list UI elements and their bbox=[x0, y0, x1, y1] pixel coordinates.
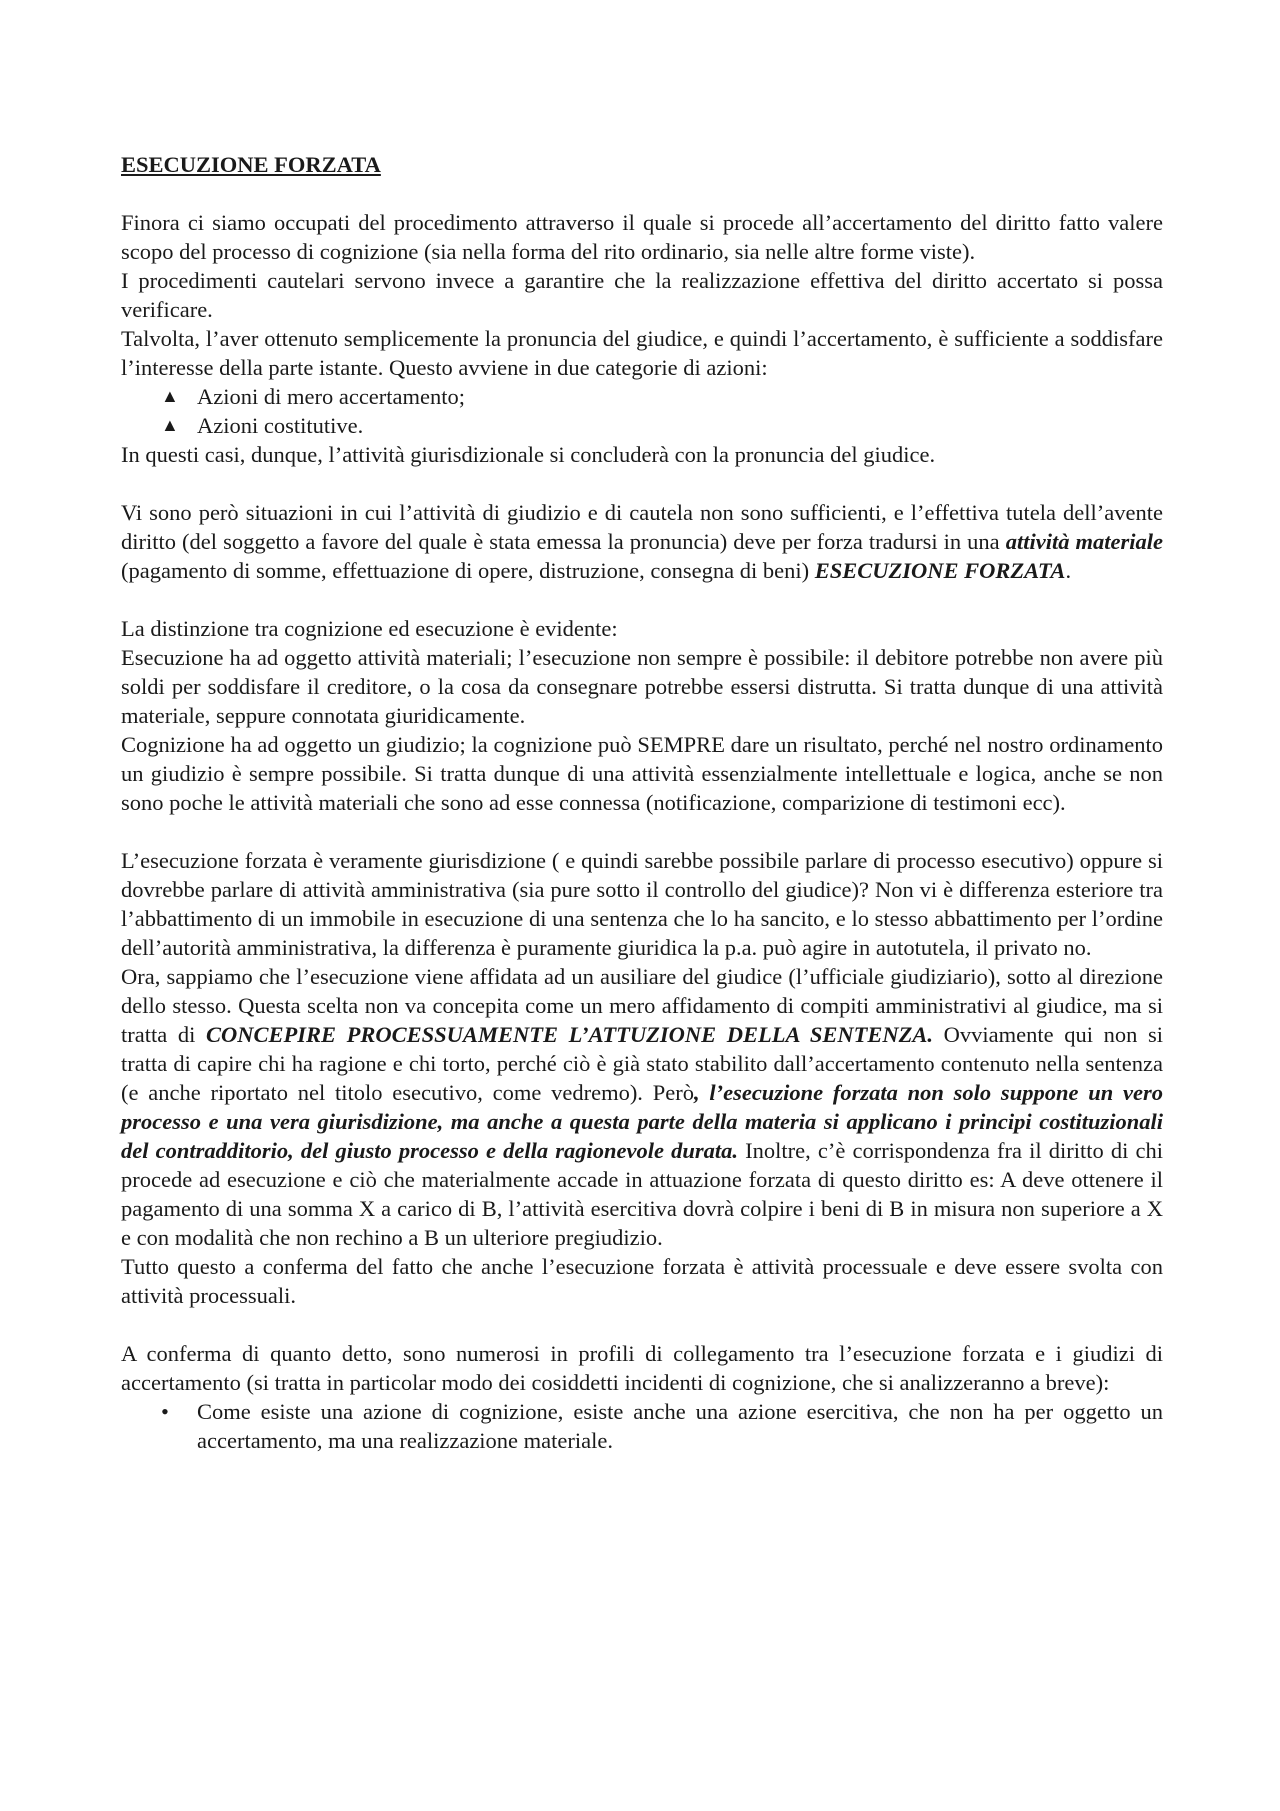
paragraph-esecuzione: Esecuzione ha ad oggetto attività materiali; l’esecuzione non sempre è possibile: il debitore potrebbe non avere più soldi per soddisfare il creditore, o la cosa da consegnare potrebbe essersi distrutta. Si tratta dunque di una attività materiale, seppure connotata giuridicamente. bbox=[121, 645, 1163, 728]
triangle-bullet-icon: ▲ bbox=[161, 386, 179, 406]
text-run: (pagamento di somme, effettuazione di opere, distruzione, consegna di beni) bbox=[121, 558, 815, 583]
paragraph-conferma: Tutto questo a conferma del fatto che anche l’esecuzione forzata è attività processuale e deve essere svolta con attività processuali. bbox=[121, 1254, 1163, 1308]
spacer bbox=[121, 1310, 1163, 1339]
paragraph-collegamento: A conferma di quanto detto, sono numerosi in profili di collegamento tra l’esecuzione forzata e i giudizi di accertamento (si tratta in particolar modo dei cosiddetti incidenti di cognizione, che si analizzeranno a breve): bbox=[121, 1341, 1163, 1395]
bullet-dot-icon: • bbox=[161, 1399, 169, 1424]
document-page bbox=[121, 150, 1163, 1455]
emphasis-esecuzione-forzata: ESECUZIONE FORZATA bbox=[814, 558, 1066, 583]
paragraph-cautelari: I procedimenti cautelari servono invece a garantire che la realizzazione effettiva del diritto accertato si possa verificare. bbox=[121, 268, 1163, 322]
emphasis-vero-processo: , l’esecuzione forzata non solo suppone un vero processo e una vera giurisdizione, ma anche a questa parte della materia si applicano i principi costituzionali del contradditorio, del giusto processo e della ragionevole durata. bbox=[121, 1080, 1163, 1163]
list-item-text: Azioni di mero accertamento; bbox=[197, 384, 466, 409]
list-item-text: Come esiste una azione di cognizione, esiste anche una azione esercitiva, che non ha per oggetto un accertamento, ma una realizzazione materiale. bbox=[197, 1399, 1163, 1453]
paragraph-ausiliare bbox=[121, 962, 1163, 1252]
paragraph-conclusion: In questi casi, dunque, l’attività giurisdizionale si concluderà con la pronuncia del giudice. bbox=[121, 442, 936, 467]
paragraph-giurisdizione: L’esecuzione forzata è veramente giurisdizione ( e quindi sarebbe possibile parlare di processo esecutivo) oppure si dovrebbe parlare di attività amministrativa (sia pure sotto il controllo del giudice)? Non vi è differenza esteriore tra l’abbattimento di un immobile in esecuzione di una sentenza che lo ha sancito, e lo stesso abbattimento per l’ordine dell’autorità amministrativa, la differenza è puramente giuridica la p.a. può agire in autotutela, il privato no. bbox=[121, 848, 1163, 960]
document-title: ESECUZIONE FORZATA bbox=[121, 152, 381, 177]
paragraph-intro: Finora ci siamo occupati del procedimento attraverso il quale si procede all’accertamento del diritto fatto valere scopo del processo di cognizione (sia nella forma del rito ordinario, sia nelle altre forme viste). bbox=[121, 210, 1163, 264]
text-run: . bbox=[1065, 558, 1072, 583]
emphasis-attivita-materiale: attività materiale bbox=[1005, 529, 1163, 554]
spacer bbox=[121, 585, 1163, 614]
list-item-text: Azioni costitutive. bbox=[197, 413, 364, 438]
paragraph-distinzione: La distinzione tra cognizione ed esecuzione è evidente: bbox=[121, 616, 618, 641]
text-run: Vi sono però situazioni in cui l’attività di giudizio e di cautela non sono sufficienti, e l’effettiva tutela dell’avente diritto (del soggetto a favore del quale è stata emessa la pronuncia) deve per forza tradursi in una bbox=[121, 500, 1163, 554]
list-item bbox=[161, 1397, 1163, 1455]
spacer bbox=[121, 469, 1163, 498]
collegamento-list bbox=[121, 1397, 1163, 1455]
text-run: Ovviamente qui non si tratta di capire chi ha ragione e chi torto, perché ciò è già stato stabilito dall’accertamento contenuto nella sentenza (e anche riportato nel titolo esecutivo, come vedremo). Però bbox=[121, 1022, 1163, 1105]
paragraph-cognizione: Cognizione ha ad oggetto un giudizio; la cognizione può SEMPRE dare un risultato, perché nel nostro ordinamento un giudizio è sempre possibile. Si tratta dunque di una attività essenzialmente intellettuale e logica, anche se non sono poche le attività materiali che sono ad esse connessa (notificazione, comparizione di testimoni ecc). bbox=[121, 732, 1163, 815]
list-item bbox=[161, 411, 1163, 440]
action-categories-list bbox=[121, 382, 1163, 440]
emphasis-concepire: CONCEPIRE PROCESSUAMENTE L’ATTUZIONE DELLA SENTENZA. bbox=[205, 1022, 933, 1047]
text-run: Inoltre, c’è corrispondenza fra il diritto di chi procede ad esecuzione e ciò che materialmente accade in attuazione forzata di questo diritto es: A deve ottenere il pagamento di una somma X a carico di B, l’attività esercitiva dovrà colpire i beni di B in misura non superiore a X e con modalità che non rechino a B un ulteriore pregiudizio. bbox=[121, 1138, 1164, 1250]
triangle-bullet-icon: ▲ bbox=[161, 415, 179, 435]
spacer bbox=[121, 817, 1163, 846]
list-item bbox=[161, 382, 1163, 411]
text-run: Ora, sappiamo che l’esecuzione viene affidata ad un ausiliare del giudice (l’ufficiale giudiziario), sotto al direzione dello stesso. Questa scelta non va concepita come un mero affidamento di compiti amministrativi al giudice, ma si tratta di bbox=[121, 964, 1163, 1047]
paragraph-situazioni bbox=[121, 498, 1163, 585]
paragraph-talvolta: Talvolta, l’aver ottenuto semplicemente la pronuncia del giudice, e quindi l’accertamento, è sufficiente a soddisfare l’interesse della parte istante. Questo avviene in due categorie di azioni: bbox=[121, 326, 1163, 380]
